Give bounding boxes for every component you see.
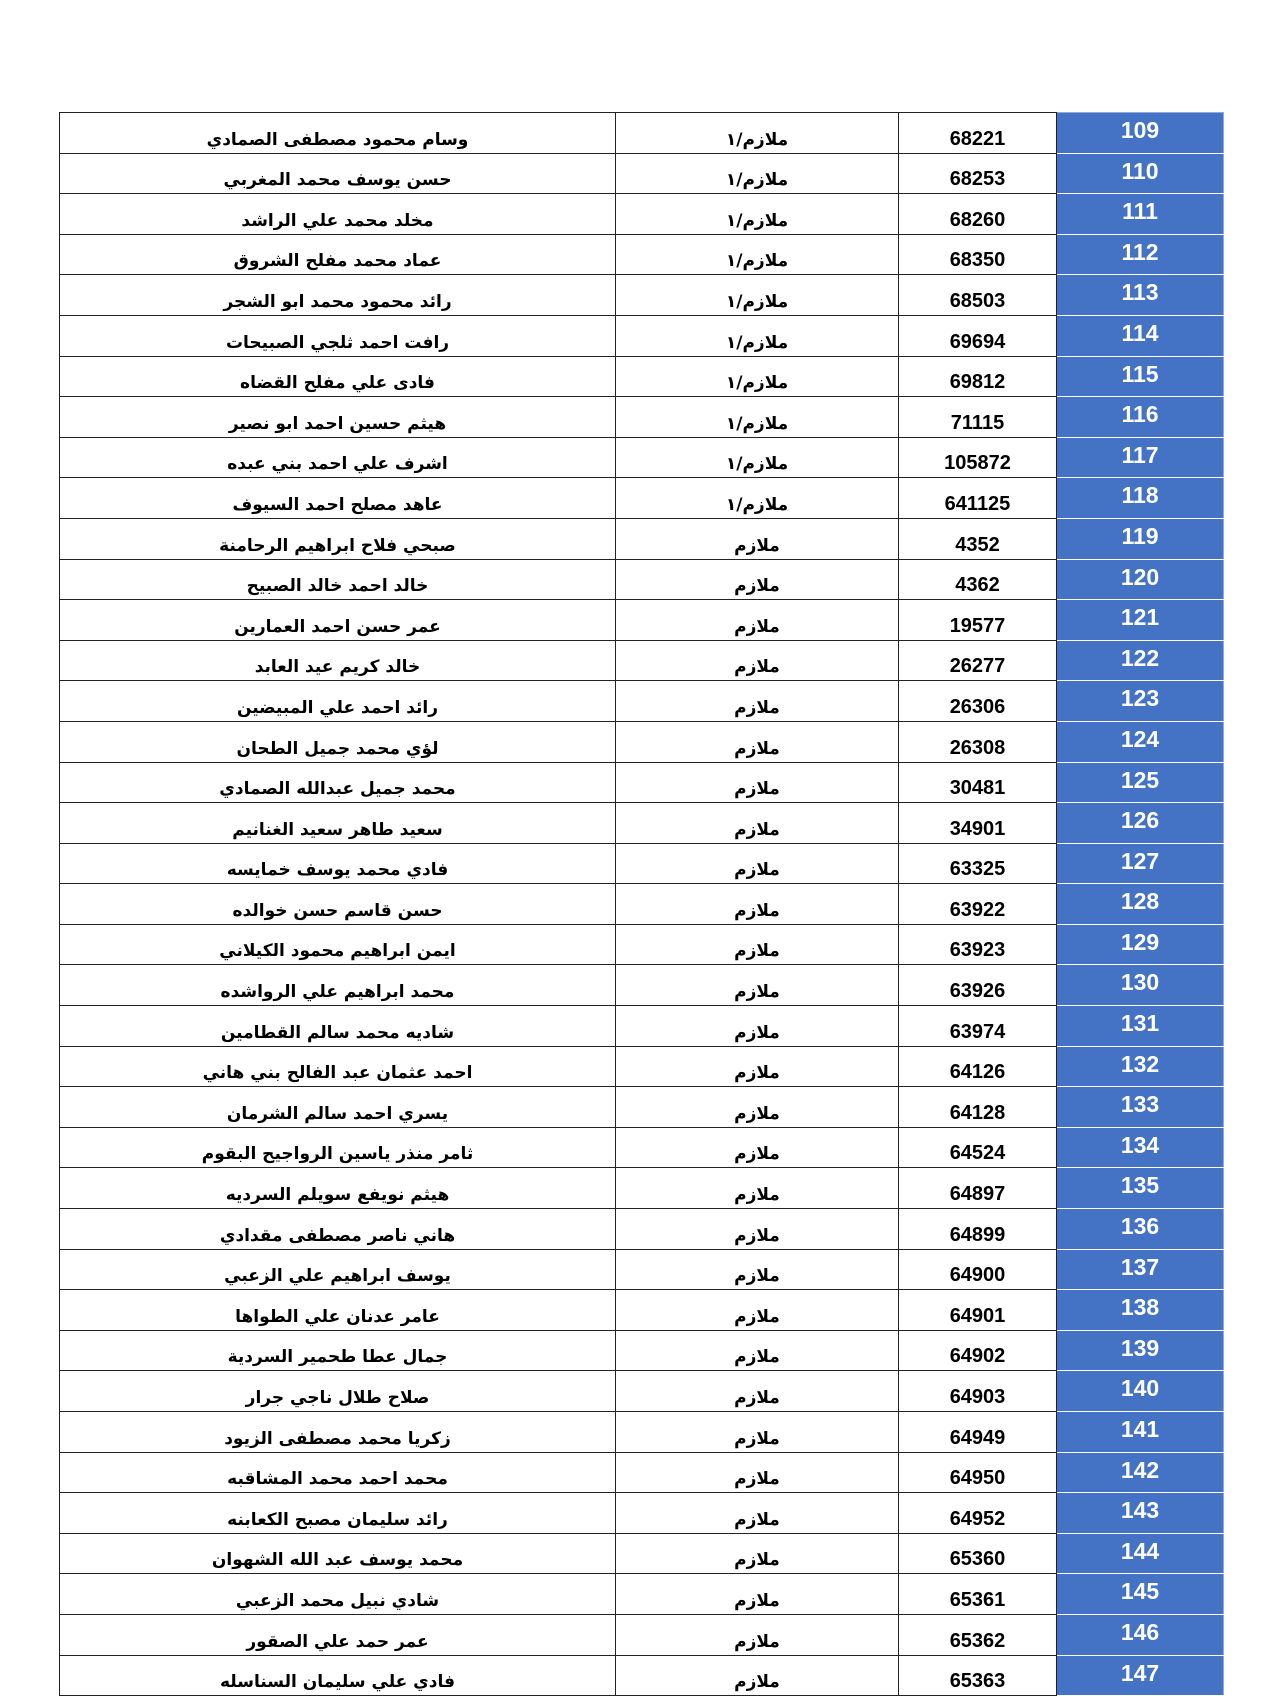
table-row [60, 275, 1224, 316]
sequence-cell: 121 [1057, 600, 1224, 641]
name-cell: هيثم حسين احمد ابو نصير [60, 397, 616, 438]
table-row [60, 153, 1224, 194]
name-cell: فادى علي مفلح القضاه [60, 356, 616, 397]
table-row [60, 1574, 1224, 1615]
rank-cell: ملازم [616, 1249, 899, 1290]
sequence-cell: 117 [1057, 437, 1224, 478]
name-cell: شادي نبيل محمد الزعبي [60, 1574, 616, 1615]
sequence-cell: 114 [1057, 315, 1224, 356]
rank-cell: ملازم/١ [616, 478, 899, 519]
name-cell: ثامر منذر ياسين الرواجيح البقوم [60, 1127, 616, 1168]
name-cell: فادي علي سليمان السناسله [60, 1655, 616, 1696]
table-row [60, 437, 1224, 478]
rank-cell: ملازم [616, 1168, 899, 1209]
sequence-cell: 119 [1057, 518, 1224, 559]
table-row [60, 1371, 1224, 1412]
rank-cell: ملازم [616, 721, 899, 762]
sequence-cell: 142 [1057, 1452, 1224, 1493]
table-row [60, 600, 1224, 641]
number-cell: 64524 [899, 1127, 1057, 1168]
table-row [60, 1655, 1224, 1696]
sequence-cell: 145 [1057, 1574, 1224, 1615]
sequence-cell: 120 [1057, 559, 1224, 600]
table-row [60, 1330, 1224, 1371]
number-cell: 26277 [899, 640, 1057, 681]
name-cell: عماد محمد مفلح الشروق [60, 234, 616, 275]
sequence-cell: 135 [1057, 1168, 1224, 1209]
rank-cell: ملازم/١ [616, 275, 899, 316]
sequence-cell: 109 [1057, 113, 1224, 154]
sequence-cell: 146 [1057, 1614, 1224, 1655]
rank-cell: ملازم/١ [616, 356, 899, 397]
number-cell: 71115 [899, 397, 1057, 438]
rank-cell: ملازم/١ [616, 315, 899, 356]
rank-cell: ملازم [616, 518, 899, 559]
number-cell: 64903 [899, 1371, 1057, 1412]
table-row [60, 1412, 1224, 1453]
sequence-cell: 133 [1057, 1087, 1224, 1128]
rank-cell: ملازم [616, 1533, 899, 1574]
table-row [60, 803, 1224, 844]
rank-cell: ملازم [616, 559, 899, 600]
name-cell: شاديه محمد سالم القطامين [60, 1006, 616, 1047]
name-cell: عمر حمد علي الصقور [60, 1614, 616, 1655]
number-cell: 68503 [899, 275, 1057, 316]
table-row [60, 1168, 1224, 1209]
number-cell: 68253 [899, 153, 1057, 194]
table-row [60, 1127, 1224, 1168]
table-row [60, 1452, 1224, 1493]
number-cell: 69694 [899, 315, 1057, 356]
sequence-cell: 134 [1057, 1127, 1224, 1168]
name-cell: عامر عدنان علي الطواها [60, 1290, 616, 1331]
sequence-cell: 144 [1057, 1533, 1224, 1574]
sequence-cell: 138 [1057, 1290, 1224, 1331]
sequence-cell: 113 [1057, 275, 1224, 316]
table-row [60, 1087, 1224, 1128]
table-row [60, 559, 1224, 600]
number-cell: 64902 [899, 1330, 1057, 1371]
number-cell: 64949 [899, 1412, 1057, 1453]
name-cell: هيثم نويفع سويلم السرديه [60, 1168, 616, 1209]
number-cell: 65361 [899, 1574, 1057, 1615]
rank-cell: ملازم/١ [616, 194, 899, 235]
table-row [60, 1006, 1224, 1047]
name-cell: عاهد مصلح احمد السيوف [60, 478, 616, 519]
number-cell: 105872 [899, 437, 1057, 478]
name-cell: ايمن ابراهيم محمود الكيلاني [60, 924, 616, 965]
name-cell: سعيد طاهر سعيد الغنانيم [60, 803, 616, 844]
rank-cell: ملازم [616, 1371, 899, 1412]
number-cell: 64897 [899, 1168, 1057, 1209]
number-cell: 64899 [899, 1209, 1057, 1250]
table-row [60, 640, 1224, 681]
table-row [60, 1533, 1224, 1574]
name-cell: صلاح طلال ناجي جرار [60, 1371, 616, 1412]
name-cell: رائد محمود محمد ابو الشجر [60, 275, 616, 316]
name-cell: محمد يوسف عبد الله الشهوان [60, 1533, 616, 1574]
number-cell: 68350 [899, 234, 1057, 275]
rank-cell: ملازم [616, 640, 899, 681]
table-row [60, 681, 1224, 722]
number-cell: 19577 [899, 600, 1057, 641]
rank-cell: ملازم [616, 600, 899, 641]
name-cell: يسري احمد سالم الشرمان [60, 1087, 616, 1128]
table-row [60, 762, 1224, 803]
name-cell: محمد جميل عبدالله الصمادي [60, 762, 616, 803]
table-row [60, 478, 1224, 519]
sequence-cell: 110 [1057, 153, 1224, 194]
table-row [60, 1249, 1224, 1290]
table-row [60, 234, 1224, 275]
sequence-cell: 129 [1057, 924, 1224, 965]
number-cell: 65363 [899, 1655, 1057, 1696]
sequence-cell: 116 [1057, 397, 1224, 438]
table-row [60, 1614, 1224, 1655]
sequence-cell: 126 [1057, 803, 1224, 844]
sequence-cell: 137 [1057, 1249, 1224, 1290]
sequence-cell: 147 [1057, 1655, 1224, 1696]
number-cell: 64128 [899, 1087, 1057, 1128]
name-cell: احمد عثمان عبد الفالح بني هاني [60, 1046, 616, 1087]
name-cell: جمال عطا طحمير السردية [60, 1330, 616, 1371]
rank-cell: ملازم [616, 1290, 899, 1331]
number-cell: 64901 [899, 1290, 1057, 1331]
rank-cell: ملازم [616, 1655, 899, 1696]
number-cell: 26308 [899, 721, 1057, 762]
name-cell: حسن قاسم حسن خوالده [60, 884, 616, 925]
name-cell: حسن يوسف محمد المغربي [60, 153, 616, 194]
personnel-table-body [60, 113, 1224, 1696]
name-cell: زكريا محمد مصطفى الزيود [60, 1412, 616, 1453]
number-cell: 641125 [899, 478, 1057, 519]
rank-cell: ملازم [616, 1574, 899, 1615]
number-cell: 63325 [899, 843, 1057, 884]
number-cell: 65362 [899, 1614, 1057, 1655]
rank-cell: ملازم [616, 1127, 899, 1168]
sequence-cell: 131 [1057, 1006, 1224, 1047]
rank-cell: ملازم [616, 1452, 899, 1493]
sequence-cell: 123 [1057, 681, 1224, 722]
rank-cell: ملازم [616, 1330, 899, 1371]
rank-cell: ملازم [616, 965, 899, 1006]
number-cell: 4352 [899, 518, 1057, 559]
sequence-cell: 128 [1057, 884, 1224, 925]
table-row [60, 1046, 1224, 1087]
table-row [60, 884, 1224, 925]
sequence-cell: 124 [1057, 721, 1224, 762]
rank-cell: ملازم [616, 1006, 899, 1047]
number-cell: 63922 [899, 884, 1057, 925]
name-cell: لؤي محمد جميل الطحان [60, 721, 616, 762]
rank-cell: ملازم [616, 924, 899, 965]
number-cell: 64126 [899, 1046, 1057, 1087]
sequence-cell: 140 [1057, 1371, 1224, 1412]
name-cell: خالد كريم عيد العابد [60, 640, 616, 681]
table-row [60, 843, 1224, 884]
sequence-cell: 132 [1057, 1046, 1224, 1087]
number-cell: 26306 [899, 681, 1057, 722]
rank-cell: ملازم [616, 1087, 899, 1128]
personnel-table [59, 112, 1224, 1696]
rank-cell: ملازم [616, 681, 899, 722]
number-cell: 64900 [899, 1249, 1057, 1290]
table-row [60, 1493, 1224, 1534]
sequence-cell: 141 [1057, 1412, 1224, 1453]
number-cell: 30481 [899, 762, 1057, 803]
table-row [60, 194, 1224, 235]
sequence-cell: 115 [1057, 356, 1224, 397]
table-row [60, 965, 1224, 1006]
name-cell: وسام محمود مصطفى الصمادي [60, 113, 616, 154]
number-cell: 63974 [899, 1006, 1057, 1047]
name-cell: مخلد محمد علي الراشد [60, 194, 616, 235]
sequence-cell: 125 [1057, 762, 1224, 803]
sequence-cell: 130 [1057, 965, 1224, 1006]
name-cell: اشرف علي احمد بني عبده [60, 437, 616, 478]
number-cell: 4362 [899, 559, 1057, 600]
rank-cell: ملازم/١ [616, 234, 899, 275]
sequence-cell: 136 [1057, 1209, 1224, 1250]
number-cell: 64950 [899, 1452, 1057, 1493]
rank-cell: ملازم/١ [616, 113, 899, 154]
table-row [60, 518, 1224, 559]
table-row [60, 397, 1224, 438]
rank-cell: ملازم [616, 1614, 899, 1655]
sequence-cell: 111 [1057, 194, 1224, 235]
sequence-cell: 143 [1057, 1493, 1224, 1534]
number-cell: 63926 [899, 965, 1057, 1006]
rank-cell: ملازم/١ [616, 153, 899, 194]
rank-cell: ملازم [616, 762, 899, 803]
rank-cell: ملازم [616, 1046, 899, 1087]
rank-cell: ملازم [616, 1412, 899, 1453]
table-row [60, 924, 1224, 965]
table-row [60, 1209, 1224, 1250]
rank-cell: ملازم [616, 803, 899, 844]
sequence-cell: 118 [1057, 478, 1224, 519]
sequence-cell: 122 [1057, 640, 1224, 681]
name-cell: عمر حسن احمد العمارين [60, 600, 616, 641]
table-row [60, 315, 1224, 356]
rank-cell: ملازم [616, 843, 899, 884]
name-cell: صبحي فلاح ابراهيم الرحامنة [60, 518, 616, 559]
table-row [60, 113, 1224, 154]
sequence-cell: 112 [1057, 234, 1224, 275]
sequence-cell: 139 [1057, 1330, 1224, 1371]
number-cell: 34901 [899, 803, 1057, 844]
table-row [60, 1290, 1224, 1331]
number-cell: 68260 [899, 194, 1057, 235]
name-cell: هاني ناصر مصطفى مقدادي [60, 1209, 616, 1250]
name-cell: رائد احمد علي المبيضين [60, 681, 616, 722]
name-cell: رافت احمد ثلجي الصبيحات [60, 315, 616, 356]
number-cell: 63923 [899, 924, 1057, 965]
sequence-cell: 127 [1057, 843, 1224, 884]
name-cell: محمد احمد محمد المشاقبه [60, 1452, 616, 1493]
name-cell: رائد سليمان مصبح الكعابنه [60, 1493, 616, 1534]
name-cell: خالد احمد خالد الصبيح [60, 559, 616, 600]
rank-cell: ملازم [616, 1209, 899, 1250]
number-cell: 68221 [899, 113, 1057, 154]
name-cell: محمد ابراهيم علي الرواشده [60, 965, 616, 1006]
rank-cell: ملازم [616, 884, 899, 925]
name-cell: فادي محمد يوسف خمايسه [60, 843, 616, 884]
rank-cell: ملازم [616, 1493, 899, 1534]
table-row [60, 356, 1224, 397]
table-row [60, 721, 1224, 762]
name-cell: يوسف ابراهيم علي الزعبي [60, 1249, 616, 1290]
number-cell: 64952 [899, 1493, 1057, 1534]
rank-cell: ملازم/١ [616, 437, 899, 478]
number-cell: 65360 [899, 1533, 1057, 1574]
rank-cell: ملازم/١ [616, 397, 899, 438]
number-cell: 69812 [899, 356, 1057, 397]
